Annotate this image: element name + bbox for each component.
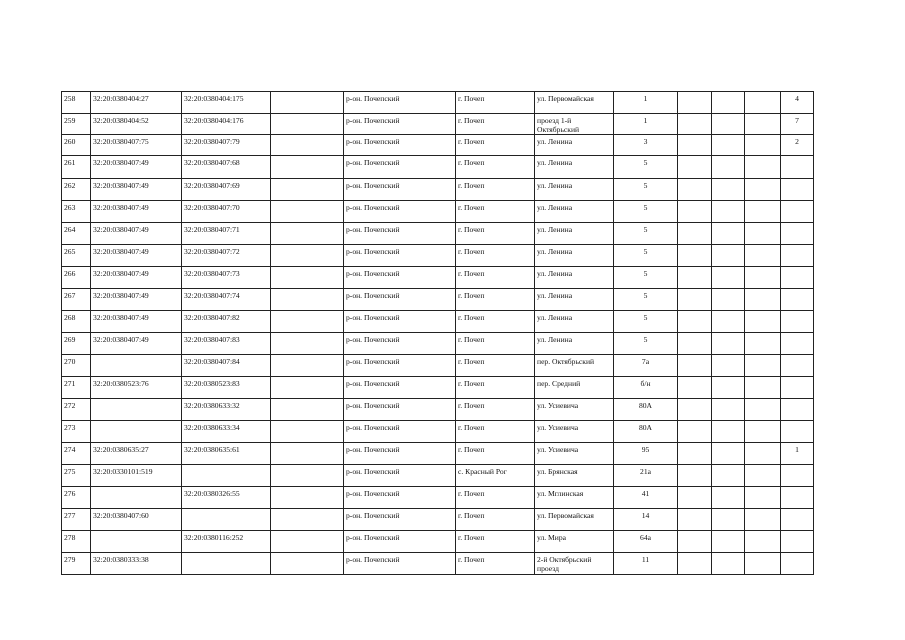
empty-cell <box>271 421 344 443</box>
locality-cell: г. Почеп <box>456 377 535 399</box>
table-row <box>62 135 814 156</box>
empty-cell <box>678 245 712 267</box>
cadastral-number-land: 32:20:0330101:519 <box>91 465 182 487</box>
empty-cell <box>271 509 344 531</box>
empty-cell <box>271 487 344 509</box>
row-number: 277 <box>62 509 91 531</box>
empty-cell <box>745 114 781 135</box>
street-cell: ул. Мглинская <box>535 487 614 509</box>
locality-cell: г. Почеп <box>456 289 535 311</box>
empty-cell <box>271 114 344 135</box>
district-cell: р-он. Почепский <box>344 355 456 377</box>
street-cell: ул. Первомайская <box>535 509 614 531</box>
cadastral-number-land: 32:20:0380407:49 <box>91 311 182 333</box>
house-number-cell: 5 <box>614 311 678 333</box>
cadastral-number-object: 32:20:0380407:84 <box>182 355 271 377</box>
table-row <box>62 465 814 487</box>
cadastral-number-object: 32:20:0380407:68 <box>182 156 271 179</box>
cadastral-number-land: 32:20:0380407:49 <box>91 201 182 223</box>
empty-cell <box>745 531 781 553</box>
cadastral-number-object: 32:20:0380633:34 <box>182 421 271 443</box>
empty-cell <box>271 179 344 201</box>
empty-cell <box>678 201 712 223</box>
table-row <box>62 509 814 531</box>
empty-cell <box>745 245 781 267</box>
empty-cell <box>745 553 781 575</box>
empty-cell <box>271 223 344 245</box>
empty-cell <box>712 399 745 421</box>
empty-cell <box>745 92 781 114</box>
row-number: 260 <box>62 135 91 156</box>
table-row <box>62 179 814 201</box>
empty-cell <box>712 465 745 487</box>
street-cell: ул. Усиевича <box>535 399 614 421</box>
locality-cell: г. Почеп <box>456 201 535 223</box>
house-number-cell: 1 <box>614 92 678 114</box>
house-number-cell: 64а <box>614 531 678 553</box>
apartment-cell: 4 <box>781 92 814 114</box>
empty-cell <box>678 377 712 399</box>
empty-cell <box>745 201 781 223</box>
house-number-cell: 80А <box>614 399 678 421</box>
row-number: 273 <box>62 421 91 443</box>
district-cell: р-он. Почепский <box>344 377 456 399</box>
table-row <box>62 114 814 135</box>
apartment-cell <box>781 267 814 289</box>
house-number-cell: 95 <box>614 443 678 465</box>
empty-cell <box>712 421 745 443</box>
cadastral-number-object: 32:20:0380523:83 <box>182 377 271 399</box>
empty-cell <box>745 465 781 487</box>
apartment-cell <box>781 179 814 201</box>
street-cell: ул. Ленина <box>535 201 614 223</box>
empty-cell <box>712 201 745 223</box>
street-cell: ул. Ленина <box>535 289 614 311</box>
row-number: 275 <box>62 465 91 487</box>
row-number: 258 <box>62 92 91 114</box>
district-cell: р-он. Почепский <box>344 179 456 201</box>
locality-cell: г. Почеп <box>456 355 535 377</box>
row-number: 265 <box>62 245 91 267</box>
empty-cell <box>712 531 745 553</box>
empty-cell <box>745 311 781 333</box>
empty-cell <box>712 156 745 179</box>
locality-cell: г. Почеп <box>456 267 535 289</box>
district-cell: р-он. Почепский <box>344 114 456 135</box>
locality-cell: г. Почеп <box>456 531 535 553</box>
cadastral-number-land <box>91 531 182 553</box>
cadastral-number-object: 32:20:0380407:70 <box>182 201 271 223</box>
district-cell: р-он. Почепский <box>344 421 456 443</box>
cadastral-number-object: 32:20:0380407:73 <box>182 267 271 289</box>
empty-cell <box>712 245 745 267</box>
empty-cell <box>678 333 712 355</box>
empty-cell <box>271 311 344 333</box>
locality-cell: г. Почеп <box>456 114 535 135</box>
empty-cell <box>271 245 344 267</box>
cadastral-number-object: 32:20:0380407:71 <box>182 223 271 245</box>
cadastral-number-object: 32:20:0380407:72 <box>182 245 271 267</box>
street-cell: ул. Ленина <box>535 267 614 289</box>
cadastral-number-land <box>91 421 182 443</box>
street-cell: ул. Ленина <box>535 179 614 201</box>
row-number: 262 <box>62 179 91 201</box>
empty-cell <box>678 179 712 201</box>
row-number: 263 <box>62 201 91 223</box>
row-number: 269 <box>62 333 91 355</box>
house-number-cell: 21а <box>614 465 678 487</box>
table-row <box>62 531 814 553</box>
apartment-cell <box>781 333 814 355</box>
cadastral-number-land: 32:20:0380407:49 <box>91 156 182 179</box>
table-row <box>62 201 814 223</box>
empty-cell <box>271 531 344 553</box>
empty-cell <box>745 509 781 531</box>
empty-cell <box>712 114 745 135</box>
district-cell: р-он. Почепский <box>344 333 456 355</box>
row-number: 270 <box>62 355 91 377</box>
apartment-cell <box>781 553 814 575</box>
house-number-cell: б/н <box>614 377 678 399</box>
property-register-table <box>61 91 814 575</box>
cadastral-number-land: 32:20:0380404:27 <box>91 92 182 114</box>
district-cell: р-он. Почепский <box>344 311 456 333</box>
cadastral-number-land <box>91 399 182 421</box>
cadastral-number-object <box>182 553 271 575</box>
table-row <box>62 245 814 267</box>
table-row <box>62 156 814 179</box>
empty-cell <box>271 355 344 377</box>
empty-cell <box>712 509 745 531</box>
street-cell: пер. Октябрьский <box>535 355 614 377</box>
empty-cell <box>745 179 781 201</box>
street-cell: ул. Ленина <box>535 333 614 355</box>
apartment-cell <box>781 355 814 377</box>
street-cell: ул. Первомайская <box>535 92 614 114</box>
empty-cell <box>712 355 745 377</box>
empty-cell <box>678 355 712 377</box>
cadastral-number-land <box>91 487 182 509</box>
empty-cell <box>678 135 712 156</box>
street-cell: ул. Усиевича <box>535 421 614 443</box>
street-cell: ул. Ленина <box>535 135 614 156</box>
street-cell: ул. Ленина <box>535 156 614 179</box>
district-cell: р-он. Почепский <box>344 289 456 311</box>
row-number: 267 <box>62 289 91 311</box>
locality-cell: г. Почеп <box>456 92 535 114</box>
empty-cell <box>678 553 712 575</box>
apartment-cell: 1 <box>781 443 814 465</box>
street-cell: ул. Брянская <box>535 465 614 487</box>
empty-cell <box>678 114 712 135</box>
locality-cell: г. Почеп <box>456 135 535 156</box>
district-cell: р-он. Почепский <box>344 465 456 487</box>
apartment-cell <box>781 487 814 509</box>
district-cell: р-он. Почепский <box>344 553 456 575</box>
street-cell: ул. Ленина <box>535 245 614 267</box>
house-number-cell: 5 <box>614 223 678 245</box>
cadastral-number-object: 32:20:0380407:82 <box>182 311 271 333</box>
empty-cell <box>745 135 781 156</box>
apartment-cell <box>781 311 814 333</box>
row-number: 266 <box>62 267 91 289</box>
house-number-cell: 11 <box>614 553 678 575</box>
empty-cell <box>678 399 712 421</box>
empty-cell <box>271 377 344 399</box>
apartment-cell <box>781 201 814 223</box>
empty-cell <box>271 156 344 179</box>
empty-cell <box>678 443 712 465</box>
apartment-cell <box>781 289 814 311</box>
district-cell: р-он. Почепский <box>344 223 456 245</box>
district-cell: р-он. Почепский <box>344 267 456 289</box>
cadastral-number-object: 32:20:0380407:83 <box>182 333 271 355</box>
locality-cell: г. Почеп <box>456 421 535 443</box>
cadastral-number-object: 32:20:0380404:175 <box>182 92 271 114</box>
locality-cell: г. Почеп <box>456 333 535 355</box>
cadastral-number-land: 32:20:0380407:49 <box>91 267 182 289</box>
locality-cell: г. Почеп <box>456 311 535 333</box>
empty-cell <box>712 135 745 156</box>
empty-cell <box>745 333 781 355</box>
district-cell: р-он. Почепский <box>344 399 456 421</box>
empty-cell <box>271 399 344 421</box>
cadastral-number-land: 32:20:0380523:76 <box>91 377 182 399</box>
cadastral-number-object: 32:20:0380407:74 <box>182 289 271 311</box>
apartment-cell <box>781 509 814 531</box>
cadastral-number-land: 32:20:0380635:27 <box>91 443 182 465</box>
table-row <box>62 443 814 465</box>
locality-cell: г. Почеп <box>456 156 535 179</box>
locality-cell: г. Почеп <box>456 179 535 201</box>
apartment-cell <box>781 399 814 421</box>
district-cell: р-он. Почепский <box>344 135 456 156</box>
cadastral-number-object: 32:20:0380635:61 <box>182 443 271 465</box>
table-row <box>62 553 814 575</box>
empty-cell <box>712 553 745 575</box>
row-number: 272 <box>62 399 91 421</box>
cadastral-number-land: 32:20:0380407:49 <box>91 245 182 267</box>
empty-cell <box>712 223 745 245</box>
empty-cell <box>271 443 344 465</box>
house-number-cell: 7а <box>614 355 678 377</box>
locality-cell: г. Почеп <box>456 553 535 575</box>
cadastral-number-land: 32:20:0380407:60 <box>91 509 182 531</box>
empty-cell <box>745 289 781 311</box>
empty-cell <box>745 355 781 377</box>
district-cell: р-он. Почепский <box>344 531 456 553</box>
empty-cell <box>271 201 344 223</box>
table-row <box>62 421 814 443</box>
row-number: 268 <box>62 311 91 333</box>
empty-cell <box>271 333 344 355</box>
empty-cell <box>712 377 745 399</box>
empty-cell <box>678 289 712 311</box>
empty-cell <box>678 311 712 333</box>
row-number: 261 <box>62 156 91 179</box>
empty-cell <box>745 223 781 245</box>
cadastral-number-object: 32:20:0380407:79 <box>182 135 271 156</box>
street-cell: проезд 1-й Октябрьский <box>535 114 614 135</box>
empty-cell <box>678 267 712 289</box>
empty-cell <box>712 333 745 355</box>
district-cell: р-он. Почепский <box>344 487 456 509</box>
empty-cell <box>678 156 712 179</box>
street-cell: ул. Усиевича <box>535 443 614 465</box>
cadastral-number-land: 32:20:0380407:49 <box>91 223 182 245</box>
cadastral-number-land: 32:20:0380407:49 <box>91 179 182 201</box>
house-number-cell: 5 <box>614 179 678 201</box>
table-row <box>62 399 814 421</box>
empty-cell <box>745 421 781 443</box>
empty-cell <box>271 267 344 289</box>
district-cell: р-он. Почепский <box>344 509 456 531</box>
apartment-cell <box>781 156 814 179</box>
empty-cell <box>745 377 781 399</box>
cadastral-number-object <box>182 509 271 531</box>
apartment-cell: 2 <box>781 135 814 156</box>
cadastral-number-land: 32:20:0380407:49 <box>91 289 182 311</box>
house-number-cell: 5 <box>614 245 678 267</box>
empty-cell <box>712 289 745 311</box>
district-cell: р-он. Почепский <box>344 443 456 465</box>
empty-cell <box>678 92 712 114</box>
cadastral-number-land: 32:20:0380407:75 <box>91 135 182 156</box>
empty-cell <box>678 531 712 553</box>
empty-cell <box>712 179 745 201</box>
apartment-cell <box>781 377 814 399</box>
row-number: 279 <box>62 553 91 575</box>
table-row <box>62 333 814 355</box>
empty-cell <box>712 311 745 333</box>
row-number: 259 <box>62 114 91 135</box>
house-number-cell: 3 <box>614 135 678 156</box>
house-number-cell: 5 <box>614 201 678 223</box>
street-cell: ул. Ленина <box>535 311 614 333</box>
district-cell: р-он. Почепский <box>344 92 456 114</box>
apartment-cell <box>781 245 814 267</box>
table-row <box>62 377 814 399</box>
locality-cell: с. Красный Рог <box>456 465 535 487</box>
cadastral-number-object <box>182 465 271 487</box>
empty-cell <box>271 135 344 156</box>
district-cell: р-он. Почепский <box>344 245 456 267</box>
empty-cell <box>271 553 344 575</box>
cadastral-number-land: 32:20:0380404:52 <box>91 114 182 135</box>
street-cell: ул. Мира <box>535 531 614 553</box>
house-number-cell: 14 <box>614 509 678 531</box>
district-cell: р-он. Почепский <box>344 156 456 179</box>
empty-cell <box>712 267 745 289</box>
house-number-cell: 1 <box>614 114 678 135</box>
table-row <box>62 267 814 289</box>
cadastral-number-object: 32:20:0380326:55 <box>182 487 271 509</box>
empty-cell <box>712 92 745 114</box>
house-number-cell: 5 <box>614 333 678 355</box>
empty-cell <box>745 487 781 509</box>
locality-cell: г. Почеп <box>456 223 535 245</box>
empty-cell <box>712 443 745 465</box>
cadastral-number-land: 32:20:0380407:49 <box>91 333 182 355</box>
cadastral-number-object: 32:20:0380633:32 <box>182 399 271 421</box>
apartment-cell <box>781 465 814 487</box>
empty-cell <box>745 156 781 179</box>
row-number: 278 <box>62 531 91 553</box>
house-number-cell: 5 <box>614 156 678 179</box>
street-cell: 2-й Октябрьский проезд <box>535 553 614 575</box>
empty-cell <box>745 443 781 465</box>
locality-cell: г. Почеп <box>456 245 535 267</box>
cadastral-number-object: 32:20:0380404:176 <box>182 114 271 135</box>
cadastral-number-object: 32:20:0380407:69 <box>182 179 271 201</box>
empty-cell <box>271 465 344 487</box>
house-number-cell: 41 <box>614 487 678 509</box>
table-row <box>62 355 814 377</box>
locality-cell: г. Почеп <box>456 487 535 509</box>
apartment-cell <box>781 531 814 553</box>
table-row <box>62 311 814 333</box>
empty-cell <box>745 399 781 421</box>
empty-cell <box>678 223 712 245</box>
locality-cell: г. Почеп <box>456 443 535 465</box>
empty-cell <box>678 421 712 443</box>
apartment-cell <box>781 223 814 245</box>
empty-cell <box>678 465 712 487</box>
table-body <box>62 92 814 575</box>
street-cell: ул. Ленина <box>535 223 614 245</box>
cadastral-number-object: 32:20:0380116:252 <box>182 531 271 553</box>
house-number-cell: 80А <box>614 421 678 443</box>
empty-cell <box>271 92 344 114</box>
street-cell: пер. Средний <box>535 377 614 399</box>
empty-cell <box>745 267 781 289</box>
empty-cell <box>678 509 712 531</box>
table-row <box>62 92 814 114</box>
district-cell: р-он. Почепский <box>344 201 456 223</box>
cadastral-number-land <box>91 355 182 377</box>
table-row <box>62 487 814 509</box>
row-number: 271 <box>62 377 91 399</box>
table-row <box>62 289 814 311</box>
row-number: 264 <box>62 223 91 245</box>
empty-cell <box>678 487 712 509</box>
empty-cell <box>712 487 745 509</box>
house-number-cell: 5 <box>614 267 678 289</box>
locality-cell: г. Почеп <box>456 399 535 421</box>
row-number: 276 <box>62 487 91 509</box>
cadastral-number-land: 32:20:0380333:38 <box>91 553 182 575</box>
apartment-cell <box>781 421 814 443</box>
house-number-cell: 5 <box>614 289 678 311</box>
table-row <box>62 223 814 245</box>
row-number: 274 <box>62 443 91 465</box>
locality-cell: г. Почеп <box>456 509 535 531</box>
apartment-cell: 7 <box>781 114 814 135</box>
empty-cell <box>271 289 344 311</box>
